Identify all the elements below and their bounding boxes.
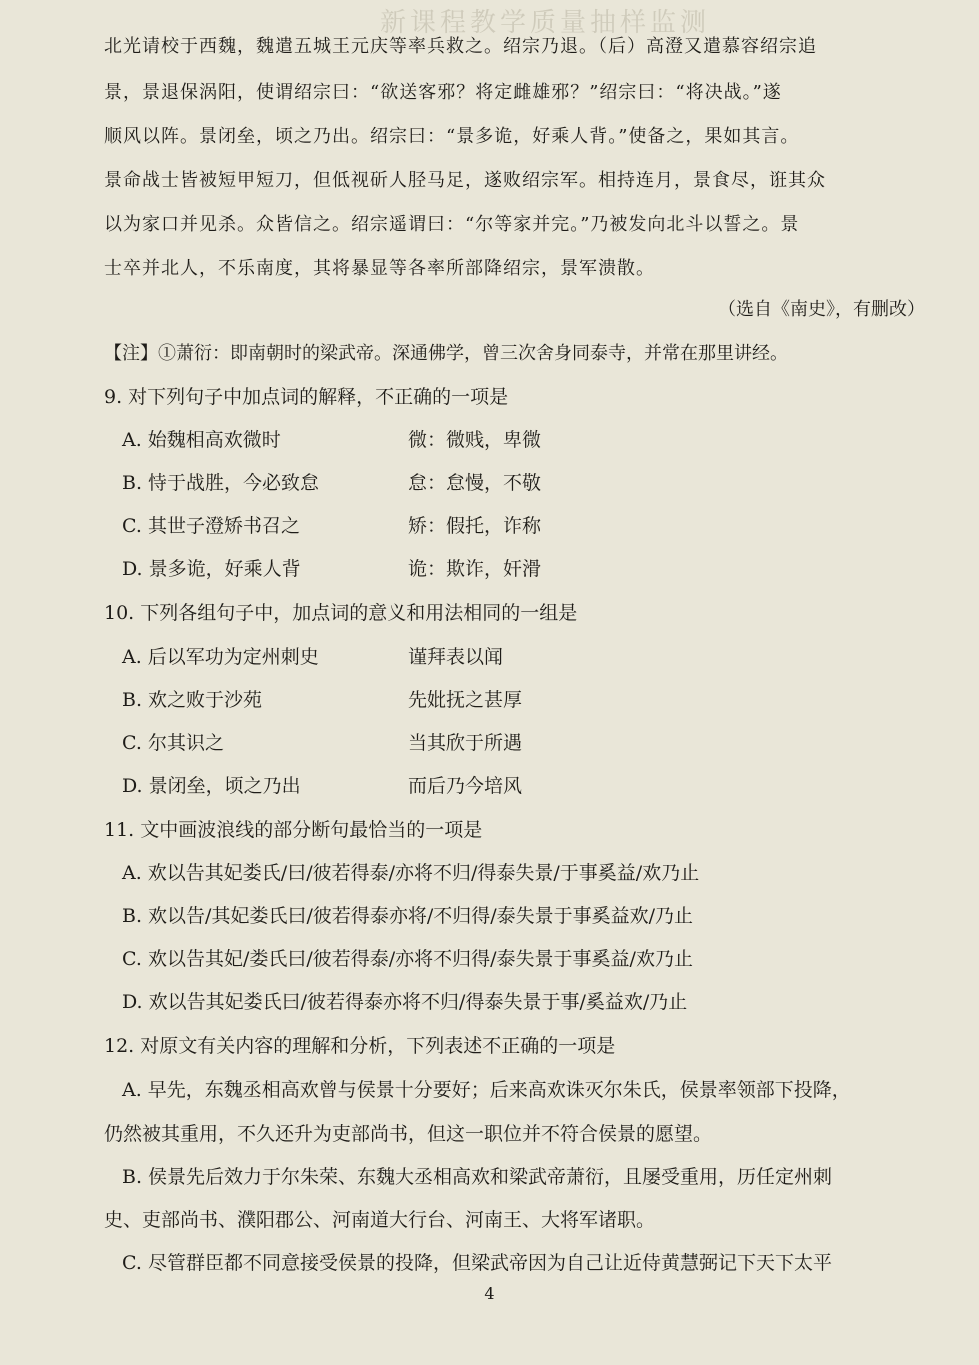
q12-option-a-line1: A. 早先，东魏丞相高欢曾与侯景十分要好；后来高欢诛灭尔朱氏，侯景率领部下投降，: [122, 1079, 851, 1101]
question-11-stem: 11. 文中画波浪线的部分断句最恰当的一项是: [104, 819, 483, 841]
q10-option-c: [122, 730, 979, 756]
q10-option-d-left: D. 景闭垒，顷之乃出: [122, 775, 301, 797]
q9-option-a-gloss: 微：微贱，卑微: [408, 429, 542, 451]
q9-option-c-gloss: 矫：假托，诈称: [408, 515, 542, 537]
question-12-stem: 12. 对原文有关内容的理解和分析，下列表述不正确的一项是: [104, 1035, 616, 1057]
q9-option-b-sentence: B. 恃于战胜，今必致怠: [122, 472, 320, 494]
question-10-stem: 10. 下列各组句子中，加点词的意义和用法相同的一组是: [104, 602, 578, 624]
q10-option-a-right: 谨拜表以闻: [408, 646, 504, 668]
q10-option-b-right: 先妣抚之甚厚: [408, 689, 523, 711]
q9-option-b: [122, 470, 979, 496]
q10-option-a-left: A. 后以军功为定州刺史: [122, 646, 319, 668]
q9-option-c-sentence: C. 其世子澄矫书召之: [122, 515, 300, 537]
annotation-note: 【注】①萧衍：即南朝时的梁武帝。深通佛学，曾三次舍身同泰寺，并常在那里讲经。: [104, 343, 788, 364]
q10-option-d: [122, 773, 979, 799]
q11-option-a: A. 欢以告其妃娄氏/曰/彼若得泰/亦将不归/得泰失景/于事奚益/欢乃止: [122, 862, 700, 884]
q10-option-a: [122, 644, 979, 670]
q11-option-d: D. 欢以告其妃娄氏曰/彼若得泰亦将不归/得泰失景于事/奚益欢/乃止: [122, 991, 688, 1013]
q12-option-b-line1: B. 侯景先后效力于尔朱荣、东魏大丞相高欢和梁武帝萧衍，且屡受重用，历任定州刺: [122, 1166, 833, 1188]
q10-option-b-left: B. 欢之败于沙苑: [122, 689, 263, 711]
passage-line: 以为家口并见杀。众皆信之。绍宗遥谓曰：“尔等家并完。”乃被发向北斗以誓之。景: [104, 214, 800, 235]
q10-option-d-right: 而后乃今培风: [408, 775, 523, 797]
q12-option-b-line2: 史、吏部尚书、濮阳郡公、河南道大行台、河南王、大将军诸职。: [104, 1209, 656, 1231]
q12-option-c-line1: C. 尽管群臣都不同意接受侯景的投降，但梁武帝因为自己让近侍黄慧弼记下天下太平: [122, 1252, 832, 1274]
q9-option-b-gloss: 怠：怠慢，不敬: [408, 472, 542, 494]
q10-option-b: [122, 687, 979, 713]
question-9-stem: 9. 对下列句子中加点词的解释，不正确的一项是: [104, 386, 509, 408]
q10-option-c-left: C. 尔其识之: [122, 732, 224, 754]
q9-option-d-sentence: D. 景多诡，好乘人背: [122, 558, 301, 580]
page-number: 4: [484, 1284, 495, 1303]
passage-line: 景命战士皆被短甲短刀，但低视斫人胫马足，遂败绍宗军。相持连月，景食尽，诳其众: [104, 170, 826, 191]
passage-line: 顺风以阵。景闭垒，顷之乃出。绍宗曰：“景多诡，好乘人背。”使备之，果如其言。: [104, 126, 800, 147]
passage-line: 景，景退保涡阳，使谓绍宗曰：“欲送客邪？将定雌雄邪？”绍宗曰：“将决战。”遂: [104, 82, 782, 103]
passage-line: 士卒并北人，不乐南度，其将暴显等各率所部降绍宗，景军溃散。: [104, 258, 655, 279]
q9-option-a-sentence: A. 始魏相高欢微时: [122, 429, 281, 451]
q10-option-c-right: 当其欣于所遇: [408, 732, 523, 754]
passage-line: 北光请校于西魏，魏遣五城王元庆等率兵救之。绍宗乃退。（后）高澄又遣慕容绍宗追: [104, 36, 817, 57]
q12-option-a-line2: 仍然被其重用，不久还升为吏部尚书，但这一职位并不符合侯景的愿望。: [104, 1123, 713, 1145]
q9-option-a: [122, 427, 979, 453]
faint-header-watermark: 新课程教学质量抽样监测: [380, 8, 711, 38]
q9-option-c: [122, 513, 979, 539]
q9-option-d-gloss: 诡：欺诈，奸滑: [408, 558, 542, 580]
source-citation: （选自《南史》，有删改）: [718, 299, 925, 320]
q9-option-d: [122, 556, 979, 582]
q11-option-b: B. 欢以告/其妃娄氏曰/彼若得泰亦将/不归得/泰失景于事奚益欢/乃止: [122, 905, 694, 927]
q11-option-c: C. 欢以告其妃/娄氏曰/彼若得泰/亦将不归得/泰失景于事奚益/欢乃止: [122, 948, 693, 970]
